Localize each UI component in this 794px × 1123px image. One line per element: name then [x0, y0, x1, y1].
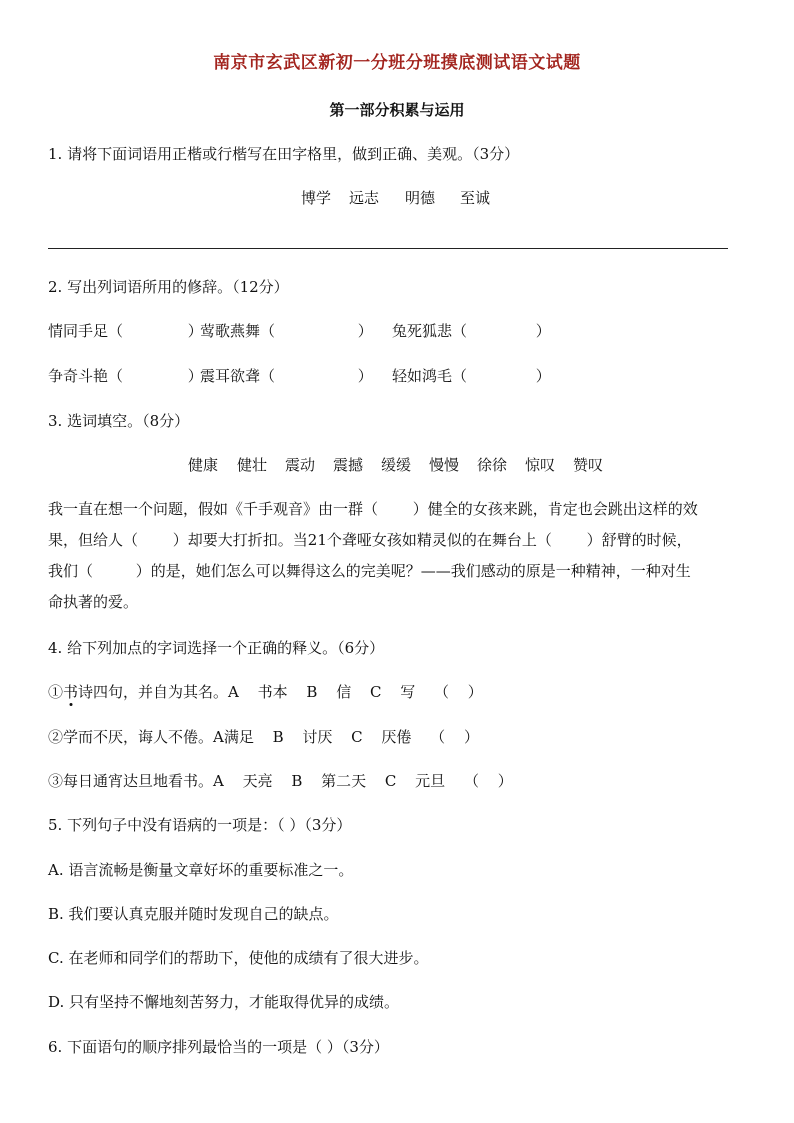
q3-passage-line: 我一直在想一个问题，假如《千手观音》由一群（ ）健全的女孩来跳，肯定也会跳出这样的效 — [48, 500, 698, 518]
q1-word: 明德 — [405, 189, 436, 207]
q5-option: B. 我们要认真克服并随时发现自己的缺点。 — [48, 905, 339, 923]
q2-item: 争奇斗艳（ ） — [48, 367, 203, 385]
q3-option: 赞叹 — [573, 456, 604, 474]
q3-option: 震撼 — [333, 456, 364, 474]
q1-word: 远志 — [349, 189, 380, 207]
q4-item: ②学而不厌，诲人不倦。A满足 B 讨厌 C 厌倦 （ ） — [48, 728, 479, 746]
question-3-prompt: 3. 选词填空。（8分） — [48, 412, 190, 430]
q2-item: 轻如鸿毛（ ） — [392, 367, 551, 385]
q2-item: 震耳欲聋（ ） — [200, 367, 373, 385]
q4-item-text: 诗四句，并自为其名。A 书本 B 信 C 写 （ ） — [78, 683, 483, 701]
q3-option: 震动 — [285, 456, 316, 474]
q3-passage-line: 我们（ ）的是，她们怎么可以舞得这么的完美呢？——我们感动的原是一种精神，一种对生 — [48, 562, 691, 580]
q4-item-mark: ① — [48, 683, 64, 701]
q3-option: 慢慢 — [429, 456, 460, 474]
question-1-prompt: 1. 请将下面词语用正楷或行楷写在田字格里，做到正确、美观。（3分） — [48, 145, 520, 163]
q3-option: 健康 — [188, 456, 219, 474]
question-2-prompt: 2. 写出列词语所用的修辞。（12分） — [48, 278, 289, 296]
question-6-prompt: 6. 下面语句的顺序排列最恰当的一项是（ ）（3分） — [48, 1038, 389, 1056]
q4-dotted-char: 书 — [63, 683, 79, 701]
divider-line — [48, 248, 728, 249]
q5-option: C. 在老师和同学们的帮助下，使他的成绩有了很大进步。 — [48, 949, 429, 967]
page-title: 南京市玄武区新初一分班分班摸底测试语文试题 — [213, 53, 581, 73]
q3-option: 健壮 — [237, 456, 268, 474]
q3-option: 惊叹 — [525, 456, 556, 474]
q3-passage — [48, 494, 748, 618]
q2-item: 情同手足（ ） — [48, 322, 203, 340]
q4-item — [48, 681, 483, 702]
q3-option: 徐徐 — [477, 456, 508, 474]
q3-option: 缓缓 — [381, 456, 412, 474]
q2-item: 兔死狐悲（ ） — [392, 322, 551, 340]
q1-word: 博学 — [301, 189, 332, 207]
q1-word: 至诚 — [460, 189, 491, 207]
q3-passage-line: 果，但给人（ ）却要大打折扣。当21个聋哑女孩如精灵似的在舞台上（ ）舒臂的时候， — [48, 531, 692, 549]
question-5-prompt: 5. 下列句子中没有语病的一项是：（ ）（3分） — [48, 816, 352, 834]
section-title: 第一部分积累与运用 — [329, 101, 465, 119]
q5-option: A. 语言流畅是衡量文章好坏的重要标准之一。 — [48, 861, 354, 879]
q5-option: D. 只有坚持不懈地刻苦努力，才能取得优异的成绩。 — [48, 993, 400, 1011]
q3-passage-line: 命执著的爱。 — [48, 593, 139, 611]
q2-item: 莺歌燕舞（ ） — [200, 322, 373, 340]
question-4-prompt: 4. 给下列加点的字词选择一个正确的释义。（6分） — [48, 639, 385, 657]
q4-item: ③每日通宵达旦地看书。A 天亮 B 第二天 C 元旦 （ ） — [48, 772, 513, 790]
